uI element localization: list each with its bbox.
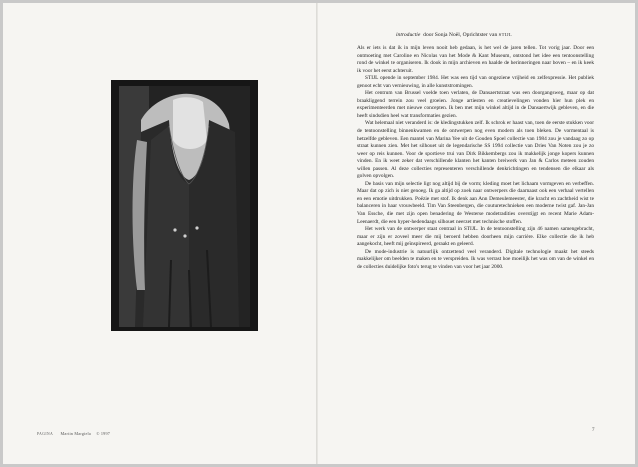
paragraph: Het centrum van Brussel voelde toen verlaten, de Dansaertstraat was een doorgangsweg, maar op dat braakliggend terrein zou veel groeien. Jonge artiesten en creatievelingen vonden hier hun plek en experimenteerden met nieuwe concepten. Ik ben met mijn winkel altijd in de Dansaertwijk gebleven, en die heeft sindsdien heel wat transformaties gezien. [357, 90, 594, 119]
footer-section: PAGINA [37, 432, 54, 436]
paragraph: Als er iets is dat ik in mijn leven nooit heb gedaan, is het wel de jaren tellen. Tot vorig jaar. Door een ontmoeting met Caroline en Nicolas van het Mode & Kant Museum, ontstond het idee een tentoonstelling rond de winkel te organiseren. Ik dook in mijn archieven en haalde de herinneringen naar boven – en ik keek ik voor het eerst achteruit. [357, 45, 594, 74]
paragraph: Wat helemaal niet veranderd is: de kledingstukken zelf. Ik schrok er haast van, toen de eerste stukken voor de tentoonstelling binnenkwamen en de ontwerpen nog even modern als toen bleken. De vormentaal is hetzelfde gebleven. Een mantel van Marina Yee uit de Gouden Spoel collectie van 1984 zou je vandaag zo op straat kunnen zien. Met het silhouet uit de legendarische SS 1994 collectie van Dries Van Noten zou je zo weer op reis kunnen. Voor de sportieve trui van Dirk Bikkembergs zou ik makkelijk jonge kopers kunnen vinden. En ik weet zeker dat verschillende klanten het kanten breiwerk van Jan & Carlos meteen zouden willen passen. Al deze collecties representeren verschillende denkrichtingen en tendensen die elkaar als golven opvolgen. [357, 120, 594, 180]
fashion-photograph [111, 80, 258, 331]
paragraph: STIJL opende in september 1984. Het was een tijd van ongeziene vrijheid en zelfexpressie. Het publiek genoot echt van vernieuwing, in alle kunststromingen. [357, 75, 594, 89]
paragraph: De mode-industrie is natuurlijk ontzettend veel veranderd. Digitale technologie maakt het steeds makkelijker om beelden te maken en te verspreiden. Ik was verrast hoe moeilijk het was om van de winkel en de collecties duidelijke foto's terug te vinden van voor het jaar 2000. [357, 248, 594, 270]
heading-label: introductie [396, 32, 421, 38]
page-number: 7 [592, 428, 595, 433]
footer-title: Martin Margiela [60, 431, 91, 436]
back-of-dress-image [111, 80, 258, 331]
left-page [3, 3, 316, 464]
paragraph: Het werk van de ontwerper staat centraal in STIJL. In de tentoonstelling zijn 46 namen samengebracht, maar er zijn er zoveel meer die mij beroerd hebben doorheen mijn carrière. Elke collectie die ik heb aangekocht, heeft mij geïnspireerd, geraakt en geleerd. [357, 226, 594, 248]
left-footer [37, 431, 110, 436]
heading-brand: STIJL [498, 32, 513, 37]
article-heading [396, 32, 512, 38]
paragraph: De basis van mijn selectie ligt nog altijd bij de vorm; kleding moet het lichaam vormgeven en verbeffen. Maar dat op zich is niet genoeg. Ik ga altijd op zoek naar ontwerpers die daarnaast ook een verhaal vertellen en een emotie uitdrukken. Poëzie met stof. Ik denk aan Ann Demeulemeester, die kracht en zachtheid wist te balanceren in haar vrouwbeeld. Tim Van Steenbergen, die couturetechnieken een moderne twist gaf. Jan-Jan Van Essche, die met zijn open benadering de Westerse modetradities overstijgt en recent Marie Adam-Leenaerdt, die een hyper-hedendaags silhouet neerzet met technische stoffen. [357, 180, 594, 225]
article-body [357, 45, 594, 271]
heading-author: door Sonja Noël, Oprichtster van [423, 32, 498, 38]
footer-year: © 1997 [96, 431, 111, 436]
